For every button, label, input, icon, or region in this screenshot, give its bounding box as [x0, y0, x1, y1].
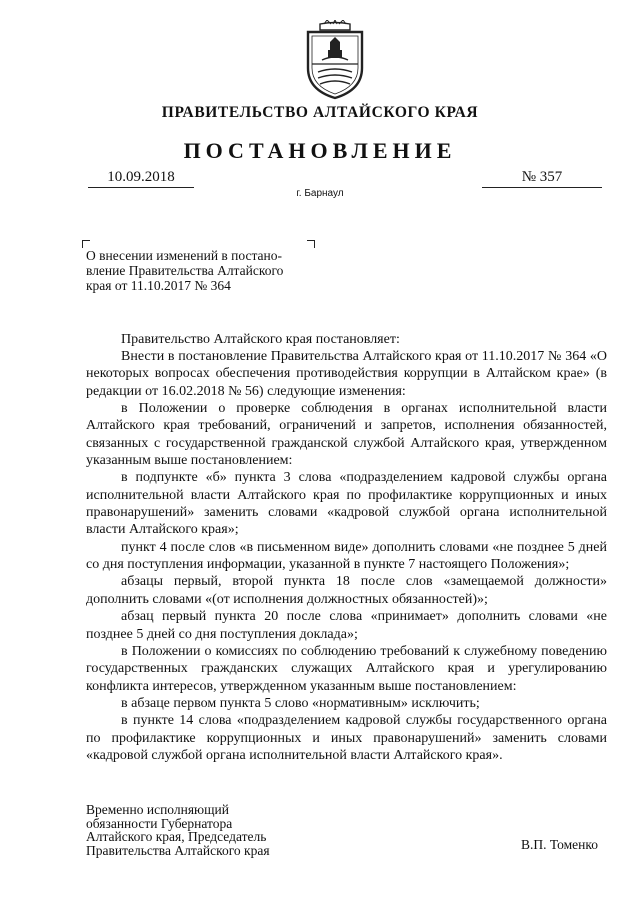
government-name: ПРАВИТЕЛЬСТВО АЛТАЙСКОГО КРАЯ	[161, 104, 479, 121]
signatory-name: В.П. Томенко	[521, 837, 598, 852]
document-body	[86, 348, 607, 764]
resolution-intro: Правительство Алтайского края постановляет:	[121, 332, 400, 347]
coat-of-arms-icon	[300, 20, 370, 100]
signatory-position	[86, 803, 270, 857]
document-type-title: ПОСТАНОВЛЕНИЕ	[183, 138, 457, 163]
document-date: 10.09.2018	[88, 169, 194, 188]
body-paragraph: в Положении о проверке соблюдения в органах исполнительной власти Алтайского края требований, ограничений и запретов, исполнения обязанностей, связанных с государственной гражданской службой Алтайского края, утвержденном указанным выше постановлением:	[86, 401, 607, 469]
document-subject	[86, 248, 316, 293]
signatory-position-line: Временно исполняющий	[86, 802, 229, 817]
signatory-position-line: Правительства Алтайского края	[86, 842, 270, 858]
subject-line: вление Правительства Алтайского	[86, 263, 284, 278]
body-paragraph: в подпункте «б» пункта 3 слова «подразделением кадровой службы органа исполнительной власти Алтайского края по профилактике коррупционных и иных правонарушений» заменить словами «кадровой службой органа исполнительной власти Алтайского края»;	[86, 470, 607, 538]
body-paragraph: в пункте 14 слова «подразделением кадровой службы государственного органа по профилактике коррупционных и иных правонарушений» заменить словами «кадровой службой органа исполнительной власти Алтайского края».	[86, 713, 607, 763]
signatory-position-line: Алтайского края, Председатель	[86, 829, 267, 844]
document-city: г. Барнаул	[296, 188, 344, 199]
body-paragraph: пункт 4 после слов «в письменном виде» дополнить словами «не позднее 5 дней со дня поступления информации, указанной в пункте 7 настоящего Положения»;	[86, 539, 607, 573]
body-paragraph: в Положении о комиссиях по соблюдению требований к служебному поведению государственных гражданских служащих Алтайского края и урегулированию конфликта интересов, утвержденном указанным выше постановлением:	[86, 643, 607, 694]
subject-corner-right	[307, 240, 315, 248]
subject-line: О внесении изменений в постано-	[86, 248, 282, 263]
body-paragraph: абзац первый пункта 20 после слова «принимает» дополнить словами «не позднее 5 дней со дня поступления доклада»;	[86, 609, 607, 642]
body-paragraph: в абзаце первом пункта 5 слово «нормативным» исключить;	[121, 695, 480, 711]
document-number: № 357	[482, 169, 602, 188]
signatory-position-line: обязанности Губернатора	[86, 815, 233, 831]
subject-corner-left	[82, 240, 90, 248]
body-paragraph: абзацы первый, второй пункта 18 после слов «замещаемой должности» дополнить словами «(от исполнения должностных обязанностей)»;	[86, 574, 607, 607]
body-paragraph: Внести в постановление Правительства Алтайского края от 11.10.2017 № 364 «О некоторых вопросах обеспечения противодействия коррупции в Алтайском крае» (в редакции от 16.02.2018 № 56) следующие изменения:	[86, 349, 607, 399]
subject-line: края от 11.10.2017 № 364	[86, 278, 231, 293]
